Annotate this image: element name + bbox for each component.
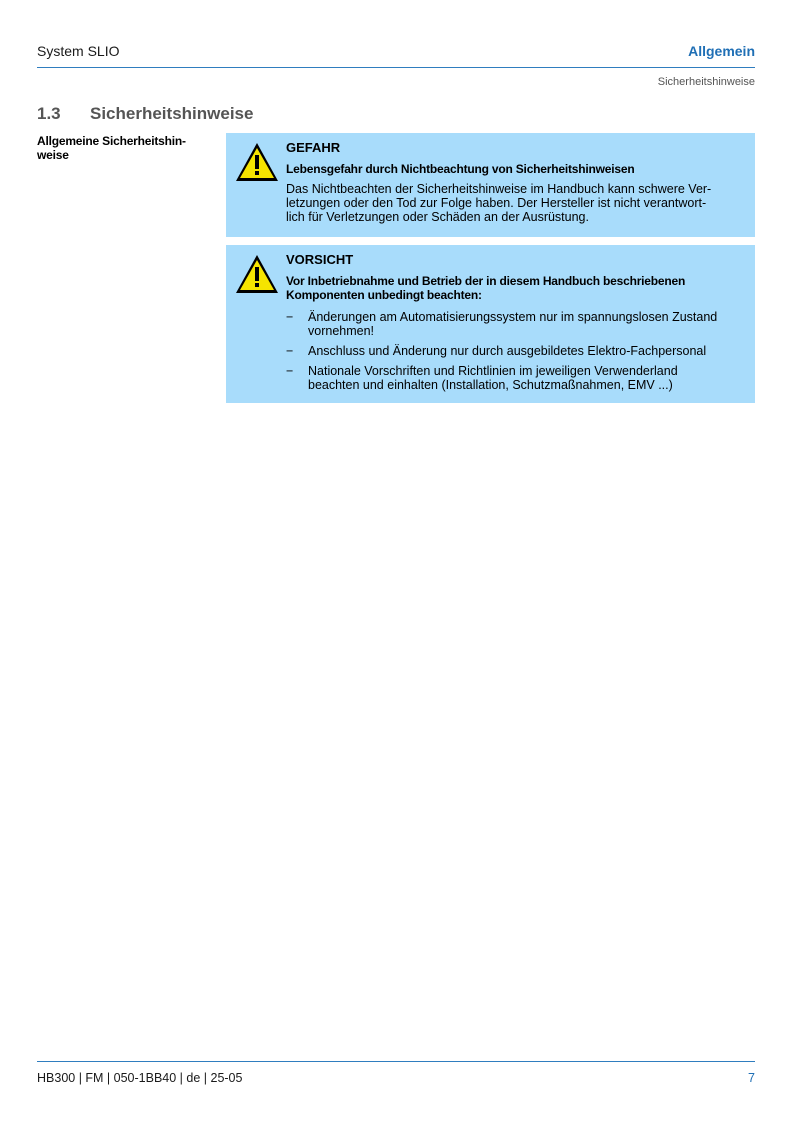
caution-list xyxy=(286,310,747,392)
footer-document-id: HB300 | FM | 050-1BB40 | de | 25-05 xyxy=(37,1071,243,1085)
list-item-text: Nationale Vorschriften und Richtlinien im jeweiligen Verwenderland beachten und einhalten (Installation, Schutzmaßnahmen, EMV ...) xyxy=(308,364,678,392)
danger-title: GEFAHR xyxy=(286,140,341,155)
page-number: 7 xyxy=(748,1071,755,1085)
list-item xyxy=(286,310,747,338)
caution-notice xyxy=(226,245,755,403)
list-dash: − xyxy=(286,344,294,358)
list-item-text: Änderungen am Automatisierungssystem nur im spannungslosen Zustand vornehmen! xyxy=(308,310,718,338)
warning-triangle-icon xyxy=(234,253,280,295)
header-rule xyxy=(37,67,755,68)
danger-notice xyxy=(226,133,755,237)
section-number: 1.3 xyxy=(37,104,61,123)
header-title: System SLIO xyxy=(37,43,120,59)
warning-triangle-icon xyxy=(234,141,280,183)
list-item-text: Anschluss und Änderung nur durch ausgebildetes Elektro-Fachpersonal xyxy=(308,344,707,358)
caution-subtitle: Vor Inbetriebnahme und Betrieb der in diesem Handbuch beschriebenen Komponenten unbedingt beachten: xyxy=(286,274,686,302)
list-item xyxy=(286,364,747,392)
section-title: Sicherheitshinweise xyxy=(90,104,254,123)
caution-title: VORSICHT xyxy=(286,252,354,267)
margin-label: Allgemeine Sicherheitshin- weise xyxy=(37,134,186,162)
footer-rule xyxy=(37,1061,755,1062)
header-chapter: Allgemein xyxy=(688,43,755,59)
list-item xyxy=(286,344,747,358)
list-dash: − xyxy=(286,364,294,378)
subheader: Sicherheitshinweise xyxy=(657,76,755,88)
danger-subtitle: Lebensgefahr durch Nichtbeachtung von Sicherheitshinweisen xyxy=(286,162,635,176)
danger-text: Das Nichtbeachten der Sicherheitshinweise im Handbuch kann schwere Ver- letzungen oder den Tod zur Folge haben. Der Hersteller ist nicht verantwort- lich für Verletzungen oder Schäden an der Ausrüstung. xyxy=(286,182,712,224)
list-dash: − xyxy=(286,310,294,324)
section-heading xyxy=(37,104,253,124)
